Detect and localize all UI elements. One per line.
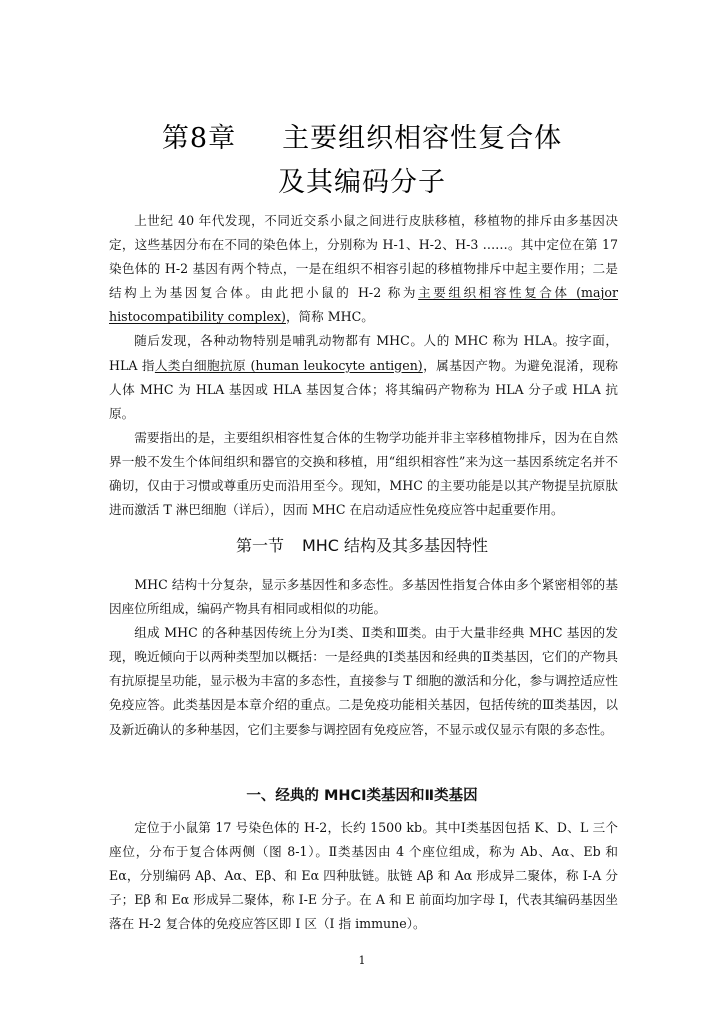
intro-paragraph-3: 需要指出的是，主要组织相容性复合体的生物学功能并非主宰移植物排斥，因为在自然界一般不发生个体间组织和器官的交换和移植，用“组织相容性”来为这一基因系统定名并不确切，仅由于习惯或尊重历史而沿用至今。现知，MHC 的主要功能是以其产物提呈抗原肽进而激活 T 淋巴细胞（详后），因而 MHC 在启动适应性免疫应答中起重要作用。 [109, 429, 618, 518]
page-number: 1 [358, 954, 366, 967]
subsection-paragraph-1: 定位于小鼠第 17 号染色体的 H-2，长约 1500 kb。其中Ⅰ类基因包括 K、D、L 三个座位，分布于复合体两侧（图 8-1）。Ⅱ类基因由 4 个座位组成，称为 Ab、Aα、Eb 和 Eα，分别编码 Aβ、Aα、Eβ、和 Eα 四种肽链。肽链 Aβ 和 Aα 形成异二聚体，称 I-A 分子；Eβ 和 Eα 形成异二聚体，称 I-E 分子。在 A 和 E 前面均加字母 I，代表其编码基因坐落在 H-2 复合体的免疫应答区即 I 区（I 指 immune）。 [109, 820, 618, 932]
subsection-text [109, 816, 618, 936]
chapter-title-line1 [0, 116, 724, 155]
intro-paragraph-2: 随后发现，各种动物特别是哺乳动物都有 MHC。人的 MHC 称为 HLA。按字面，HLA 指人类白细胞抗原 (human leukocyte antigen)，属基因产物。为避免混淆，现称人体 MHC 为 HLA 基因或 HLA 基因复合体；将其编码产物称为 HLA 分子或 HLA 抗原。 [109, 333, 618, 421]
hla-term: 人类白细胞抗原 (human leukocyte antigen) [154, 357, 423, 373]
subsection-title: 一、经典的 MHCⅠ类基因和Ⅱ类基因 [246, 788, 478, 804]
section-title [0, 533, 724, 556]
section-paragraph-1: MHC 结构十分复杂，显示多基因性和多态性。多基因性指复合体由多个紧密相邻的基因座位所组成，编码产物具有相同或相似的功能。 [109, 577, 618, 617]
mhc-term: 主要组织相容性复合体 (major histocompatibility complex) [109, 285, 619, 325]
section-paragraph-2: 组成 MHC 的各种基因传统上分为Ⅰ类、Ⅱ类和Ⅲ类。由于大量非经典 MHC 基因的发现，晚近倾向于以两种类型加以概括：一是经典的Ⅰ类基因和经典的Ⅱ类基因，它们的产物具有抗原提呈功能，显示极为丰富的多态性，直接参与 T 细胞的激活和分化，参与调控适应性免疫应答。此类基因是本章介绍的重点。二是免疫功能相关基因，包括传统的Ⅲ类基因，以及新近确认的多种基因，它们主要参与调控固有免疫应答，不显示或仅显示有限的多态性。 [109, 625, 618, 737]
chapter-title-line2: 及其编码分子 [278, 167, 446, 198]
intro-text [109, 209, 618, 522]
section-number: 第一节 [235, 536, 284, 555]
chapter-title-main: 主要组织相容性复合体 [282, 123, 563, 154]
intro-paragraph-1: 上世纪 40 年代发现，不同近交系小鼠之间进行皮肤移植，移植物的排斥由多基因决定，这些基因分布在不同的染色体上，分别称为 H-1、H-2、H-3 ……。其中定位在第 17 染色体的 H-2 基因有两个特点，一是在组织不相容引起的移植物排斥中起主要作用；二是结构上为基因复合体。由此把小鼠的 H-2 称为主要组织相容性复合体 (major histocompatibility complex)，简称 MHC。 [109, 213, 619, 325]
section-text [109, 573, 618, 742]
chapter-number: 第8章 [161, 123, 237, 154]
section-heading: MHC 结构及其多基因特性 [301, 536, 489, 555]
